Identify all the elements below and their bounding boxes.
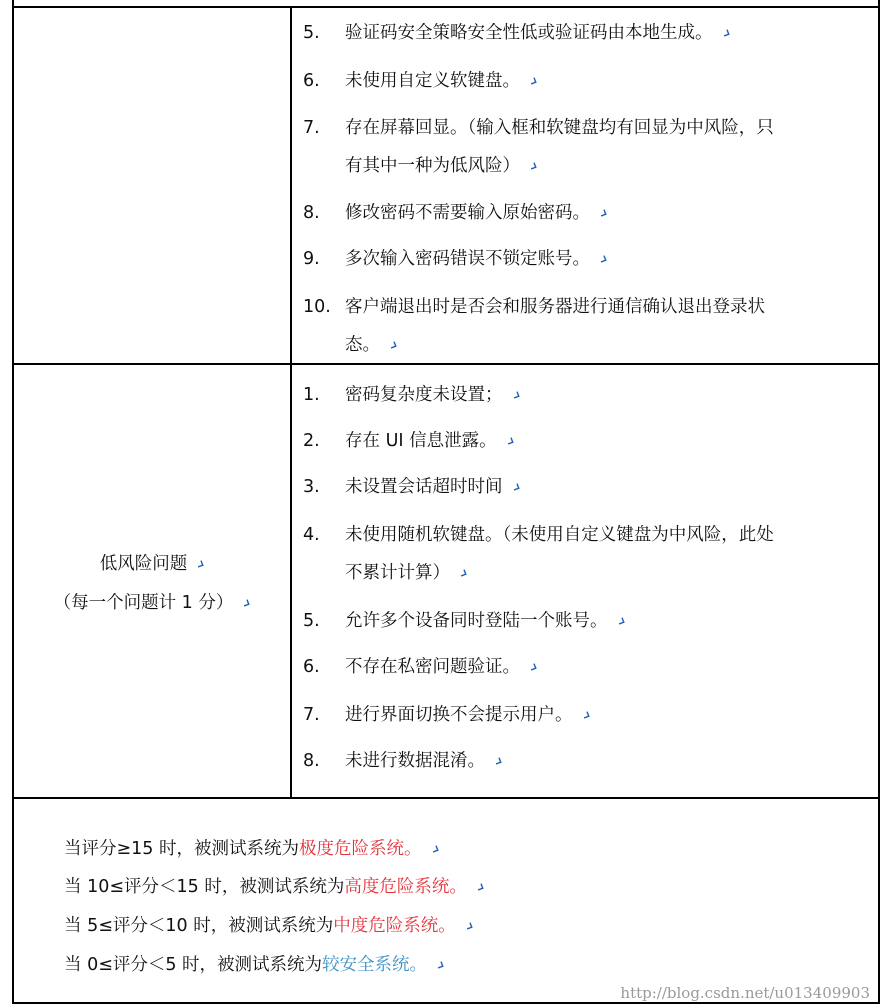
paragraph-mark-icon xyxy=(512,391,519,398)
paragraph-mark-icon xyxy=(494,757,501,764)
paragraph-mark-icon xyxy=(506,437,513,444)
list-item: 10. 客户端退出时是否会和服务器进行通信确认退出登录状 态。 xyxy=(303,297,765,355)
low-risk-title: 低风险问题 xyxy=(14,545,290,583)
paragraph-mark-icon xyxy=(529,77,536,84)
scoring-rule: 当 0≤评分＜5 时，被测试系统为较安全系统。 xyxy=(64,946,444,984)
list-item: 8. 未进行数据混淆。 xyxy=(303,742,875,780)
paragraph-mark-icon xyxy=(476,883,483,890)
list-item: 2. 存在 UI 信息泄露。 xyxy=(303,422,875,460)
paragraph-mark-icon xyxy=(599,255,606,262)
scoring-rule: 当 5≤评分＜10 时，被测试系统为中度危险系统。 xyxy=(64,907,473,945)
paragraph-mark-icon xyxy=(436,961,443,968)
paragraph-mark-icon xyxy=(389,341,396,348)
paragraph-mark-icon xyxy=(197,560,204,567)
paragraph-mark-icon xyxy=(243,599,250,606)
paragraph-mark-icon xyxy=(617,617,624,624)
table-border-top xyxy=(12,6,880,8)
list-item: 7. 存在屏幕回显。（输入框和软键盘均有回显为中风险，只 有其中一种为低风险） xyxy=(303,118,774,176)
list-item: 7. 进行界面切换不会提示用户。 xyxy=(303,696,875,734)
list-item: 4. 未使用随机软键盘。（未使用自定义键盘为中风险，此处 不累计计算） xyxy=(303,525,774,583)
row-divider-2 xyxy=(12,797,880,799)
low-risk-subtitle: （每一个问题计 1 分） xyxy=(14,584,290,622)
paragraph-mark-icon xyxy=(582,711,589,718)
paragraph-mark-icon xyxy=(512,483,519,490)
list-item: 6. 未使用自定义软键盘。 xyxy=(303,62,875,100)
table-border-bottom xyxy=(12,1002,880,1004)
paragraph-mark-icon xyxy=(459,569,466,576)
paragraph-mark-icon xyxy=(431,845,438,852)
list-item: 8. 修改密码不需要输入原始密码。 xyxy=(303,194,875,232)
list-item: 1. 密码复杂度未设置； xyxy=(303,376,875,414)
paragraph-mark-icon xyxy=(722,29,729,36)
list-item: 3. 未设置会话超时时间 xyxy=(303,468,875,506)
paragraph-mark-icon xyxy=(529,663,536,670)
scoring-rule: 当 10≤评分＜15 时，被测试系统为高度危险系统。 xyxy=(64,868,484,906)
scoring-rule: 当评分≥15 时，被测试系统为极度危险系统。 xyxy=(64,830,439,868)
paragraph-mark-icon xyxy=(529,162,536,169)
watermark: http://blog.csdn.net/u013409903 xyxy=(620,984,870,1002)
list-item: 5. 验证码安全策略安全性低或验证码由本地生成。 xyxy=(303,14,875,52)
paragraph-mark-icon xyxy=(465,922,472,929)
list-item: 9. 多次输入密码错误不锁定账号。 xyxy=(303,240,875,278)
list-item: 6. 不存在私密问题验证。 xyxy=(303,648,875,686)
paragraph-mark-icon xyxy=(599,209,606,216)
list-item: 5. 允许多个设备同时登陆一个账号。 xyxy=(303,602,875,640)
column-divider xyxy=(290,6,292,797)
